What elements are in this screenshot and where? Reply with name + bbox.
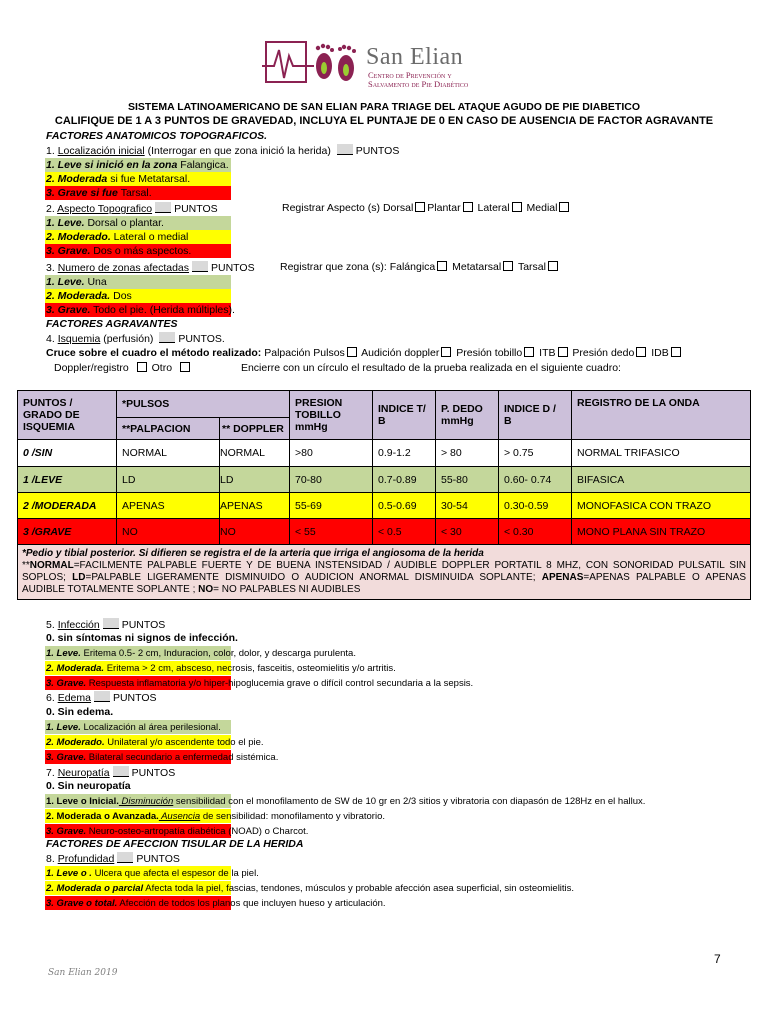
header-pulsos: *PULSOS bbox=[117, 391, 290, 418]
cell-presion: 70-80 bbox=[290, 467, 373, 493]
cell-palpacion: APENAS bbox=[117, 493, 220, 519]
cell-palpacion: LD bbox=[117, 467, 220, 493]
q5-option-1 bbox=[46, 647, 356, 660]
q3-register bbox=[280, 261, 560, 274]
q1-option-1 bbox=[46, 159, 229, 172]
cell-indice-db: 0.30-0.59 bbox=[499, 493, 572, 519]
q2-register-label: Registrar Aspecto (s) Dorsal bbox=[282, 202, 414, 214]
q3-option-1 bbox=[46, 276, 107, 289]
method-itb-label: ITB bbox=[539, 347, 556, 359]
q2-heading bbox=[46, 202, 218, 216]
q6-option-1 bbox=[46, 721, 221, 734]
q1-number: 1. bbox=[46, 145, 58, 157]
q2-option-1-text: Dorsal o plantar. bbox=[84, 217, 164, 229]
q6-option-1-text: Localización al área perilesional. bbox=[80, 722, 221, 733]
section-anatomicos: FACTORES ANATOMICOS TOPOGRAFICOS. bbox=[46, 130, 268, 142]
q3-option-3 bbox=[46, 304, 235, 317]
q6-option-0: 0. Sin edema. bbox=[46, 706, 114, 718]
q7-option-3 bbox=[46, 825, 308, 838]
q3-option-2-text: Dos bbox=[110, 290, 132, 302]
cell-indice-tb: 0.7-0.89 bbox=[373, 467, 436, 493]
q2-medial-label: Medial bbox=[526, 202, 558, 214]
q6-points-label: PUNTOS bbox=[112, 692, 157, 704]
q7-number: 7. bbox=[46, 767, 58, 779]
q7-option-0: 0. Sin neuropatía bbox=[46, 780, 131, 792]
q3-number: 3. bbox=[46, 262, 58, 274]
q8-option-3 bbox=[46, 897, 386, 910]
q8-points-blank[interactable] bbox=[117, 852, 133, 863]
q8-number: 8. bbox=[46, 853, 58, 865]
table-note-2c: =FACILMENTE PALPABLE FUERTE Y DE BUENA INSTENSIDAD / AUDIBLE DOPPLER PORTATIL 8 MHZ, CON SONORIDAD PULSATIL SIN SOPLOS; bbox=[22, 560, 746, 583]
cell-doppler: LD bbox=[220, 467, 290, 493]
q5-option-3-label: 3. Grave. bbox=[46, 678, 87, 689]
q7-option-2-text: de sensibilidad: monofilamento y vibratorio. bbox=[200, 811, 386, 822]
cell-dedo: < 30 bbox=[436, 519, 499, 545]
table-row bbox=[18, 493, 751, 519]
cell-indice-tb: 0.9-1.2 bbox=[373, 440, 436, 467]
q5-option-0: 0. sin síntomas ni signos de infección. bbox=[46, 632, 238, 644]
table-note-2g: =APENAS PALPABLE O APENAS AUDIBLE TOTALMENTE SOPLANTE ; bbox=[22, 572, 746, 595]
q1-option-3-label: 3. Grave si fue bbox=[46, 187, 121, 199]
method-doppler-registro-label: Doppler/registro bbox=[54, 362, 129, 374]
checkbox-presion-tobillo[interactable] bbox=[524, 347, 534, 357]
q8-label: Profundidad bbox=[57, 853, 115, 865]
cell-dedo: 55-80 bbox=[436, 467, 499, 493]
ekg-footprints-icon bbox=[262, 38, 360, 86]
checkbox-itb[interactable] bbox=[558, 347, 568, 357]
table-row bbox=[18, 440, 751, 467]
q6-option-1-label: 1. Leve. bbox=[46, 722, 81, 733]
q3-points-label: PUNTOS bbox=[211, 262, 255, 274]
q8-option-1-text: Ulcera que afecta el espesor de la piel. bbox=[91, 868, 259, 879]
cell-grado: 2 /MODERADA bbox=[18, 493, 117, 519]
cell-indice-tb: 0.5-0.69 bbox=[373, 493, 436, 519]
q2-points-blank[interactable] bbox=[155, 202, 171, 213]
q7-option-1-emph: Disminución bbox=[118, 796, 174, 807]
q1-option-1-label: 1. Leve si inició en la zona bbox=[46, 159, 181, 171]
q7-option-3-label: 3. Grave. bbox=[46, 826, 87, 837]
header-dedo: P. DEDO mmHg bbox=[436, 391, 499, 440]
method-idb-label: IDB bbox=[651, 347, 669, 359]
q3-heading bbox=[46, 261, 255, 275]
q2-number: 2. bbox=[46, 203, 58, 215]
q7-option-1 bbox=[46, 795, 645, 808]
q6-option-2-label: 2. Moderado. bbox=[46, 737, 105, 748]
q4-heading bbox=[46, 332, 225, 346]
table-row bbox=[18, 519, 751, 545]
logo-name: San Elian bbox=[366, 44, 464, 70]
q2-points-label: PUNTOS bbox=[174, 203, 218, 215]
q6-number: 6. bbox=[46, 692, 58, 704]
q7-points-blank[interactable] bbox=[113, 766, 129, 777]
table-note-2b: NORMAL bbox=[29, 560, 74, 571]
checkbox-dorsal[interactable] bbox=[415, 202, 425, 212]
q7-option-2-label: 2. Moderada o Avanzada. bbox=[46, 811, 159, 822]
table-note-2h: NO bbox=[198, 584, 214, 595]
q3-option-3-label: 3. Grave. bbox=[46, 304, 91, 316]
cell-indice-db: < 0.30 bbox=[499, 519, 572, 545]
table-note-2a: ** bbox=[22, 560, 30, 571]
checkbox-presion-dedo[interactable] bbox=[636, 347, 646, 357]
table-notes-row bbox=[18, 545, 751, 600]
q7-option-2-emph: Ausencia bbox=[158, 811, 201, 822]
section-agravantes: FACTORES AGRAVANTES bbox=[46, 318, 178, 330]
cell-dedo: 30-54 bbox=[436, 493, 499, 519]
header-indice-tb: INDICE T/ B bbox=[373, 391, 436, 440]
q4-encierre-text: Encierre con un círculo el resultado de la prueba realizada en el siguiente cuadro: bbox=[240, 362, 621, 374]
q1-heading bbox=[46, 144, 399, 158]
table-note-2d: LD bbox=[72, 572, 86, 583]
q1-note: (Interrogar en que zona inició la herida) bbox=[144, 145, 334, 157]
table-notes bbox=[18, 545, 751, 600]
header-presion: PRESION TOBILLO mmHg bbox=[290, 391, 373, 440]
q5-points-label: PUNTOS bbox=[121, 619, 166, 631]
q4-number: 4. bbox=[46, 333, 58, 345]
cell-palpacion: NORMAL bbox=[117, 440, 220, 467]
q5-label: Infección bbox=[57, 619, 100, 631]
table-note-1: *Pedio y tibial posterior. Si difieren se registra el de la arteria que irriga el angiosoma de la herida bbox=[22, 548, 484, 559]
q2-option-3-text: Dos o más aspectos. bbox=[90, 245, 192, 257]
q5-option-1-text: Eritema 0.5- 2 cm, Induracion, color, dolor, y descarga purulenta. bbox=[80, 648, 356, 659]
q3-register-label: Registrar que zona (s): Falángica bbox=[280, 261, 436, 273]
q6-option-3-label: 3. Grave. bbox=[46, 752, 87, 763]
q3-option-3-text: Todo el pie. (Herida múltiples). bbox=[90, 304, 235, 316]
q3-metatarsal-label: Metatarsal bbox=[452, 261, 502, 273]
cell-doppler: NORMAL bbox=[220, 440, 290, 467]
logo-sub2: Salvamento de Pie Diabético bbox=[368, 79, 469, 89]
section-tisular: FACTORES DE AFECCION TISULAR DE LA HERIDA bbox=[46, 838, 304, 850]
header-indice-db: INDICE D / B bbox=[499, 391, 572, 440]
ischemia-table bbox=[17, 390, 751, 600]
q2-option-2-text: Lateral o medial bbox=[110, 231, 189, 243]
cell-onda: MONOFASICA CON TRAZO bbox=[572, 493, 751, 519]
q6-points-blank[interactable] bbox=[94, 691, 110, 702]
q4-methods-2 bbox=[54, 362, 621, 375]
method-palpacion-label: Palpación Pulsos bbox=[261, 347, 345, 359]
logo bbox=[262, 38, 512, 88]
cell-dedo: > 80 bbox=[436, 440, 499, 467]
checkbox-audicion[interactable] bbox=[441, 347, 451, 357]
cell-doppler: NO bbox=[220, 519, 290, 545]
q8-option-3-text: Afección de todos los planos que incluyen hueso y articulación. bbox=[117, 898, 386, 909]
table-note-2e: =PALPABLE LIGERAMENTE DISMINUIDO O AUDICION ANORMAL DISMINUIDA SOPLANTE; bbox=[85, 572, 542, 583]
table-note-2f: APENAS bbox=[541, 572, 584, 583]
page-number: 7 bbox=[714, 952, 721, 966]
checkbox-tarsal[interactable] bbox=[548, 261, 558, 271]
q6-heading bbox=[46, 691, 157, 705]
q8-option-1 bbox=[46, 867, 259, 880]
q8-heading bbox=[46, 852, 180, 866]
cell-grado: 3 /GRAVE bbox=[18, 519, 117, 545]
q2-option-1 bbox=[46, 217, 164, 230]
cell-grado: 1 /LEVE bbox=[18, 467, 117, 493]
q1-option-2 bbox=[46, 173, 190, 186]
q2-label: Aspecto Topografico bbox=[57, 203, 153, 215]
q5-option-2-label: 2. Moderada. bbox=[46, 663, 105, 674]
q7-points-label: PUNTOS bbox=[131, 767, 176, 779]
q5-option-3 bbox=[46, 677, 473, 690]
q4-methods bbox=[46, 347, 683, 360]
header-onda: REGISTRO DE LA ONDA bbox=[572, 391, 751, 440]
q7-option-1-label: 1. Leve o Inicial. bbox=[46, 796, 119, 807]
q7-option-1-text: sensibilidad con el monofilamento de SW de 10 gr en 2/3 sitios y vibratoria con diapasón de 128Hz en el hallux. bbox=[173, 796, 646, 807]
q1-option-2-label: 2. Moderada bbox=[46, 173, 111, 185]
q3-tarsal-label: Tarsal bbox=[517, 261, 546, 273]
q8-option-1-label: 1. Leve o . bbox=[46, 868, 92, 879]
checkbox-metatarsal[interactable] bbox=[503, 261, 513, 271]
q2-lateral-label: Lateral bbox=[477, 202, 510, 214]
q2-plantar-label: Plantar bbox=[427, 202, 461, 214]
cell-presion: >80 bbox=[290, 440, 373, 467]
q3-points-blank[interactable] bbox=[192, 261, 208, 272]
q7-option-2 bbox=[46, 810, 385, 823]
q4-label: Isquemia bbox=[57, 333, 101, 345]
q3-option-2-label: 2. Moderada. bbox=[46, 290, 111, 302]
q3-option-2 bbox=[46, 290, 132, 303]
cell-palpacion: NO bbox=[117, 519, 220, 545]
q3-option-1-text: Una bbox=[84, 276, 107, 288]
q7-option-3-text: Neuro-osteo-artropatía diabética (NOAD) o Charcot. bbox=[86, 826, 309, 837]
q3-option-1-label: 1. Leve. bbox=[46, 276, 85, 288]
q5-points-blank[interactable] bbox=[103, 618, 119, 629]
cell-onda: MONO PLANA SIN TRAZO bbox=[572, 519, 751, 545]
q4-points-blank[interactable] bbox=[159, 332, 175, 343]
q5-option-3-text: Respuesta inflamatoria y/o hiper-hipoglucemia grave o difícil control secundaria a la sepsis. bbox=[86, 678, 474, 689]
checkbox-palpacion[interactable] bbox=[347, 347, 357, 357]
q8-points-label: PUNTOS bbox=[136, 853, 180, 865]
title-line-2: CALIFIQUE DE 1 A 3 PUNTOS DE GRAVEDAD, INCLUYA EL PUNTAJE DE 0 EN CASO DE AUSENCIA DE FACTOR AGRAVANTE bbox=[54, 115, 714, 127]
q5-option-2 bbox=[46, 662, 396, 675]
q8-option-2 bbox=[46, 882, 574, 895]
header-palpacion: **PALPACION bbox=[117, 418, 220, 440]
cell-indice-db: > 0.75 bbox=[499, 440, 572, 467]
q5-heading bbox=[46, 618, 165, 632]
cell-indice-tb: < 0.5 bbox=[373, 519, 436, 545]
q2-register bbox=[282, 202, 571, 215]
q5-number: 5. bbox=[46, 619, 58, 631]
q2-option-2-label: 2. Moderado. bbox=[46, 231, 111, 243]
q1-option-3 bbox=[46, 187, 152, 200]
method-otro-label: Otro bbox=[151, 362, 173, 374]
checkbox-plantar[interactable] bbox=[463, 202, 473, 212]
cell-indice-db: 0.60- 0.74 bbox=[499, 467, 572, 493]
q1-points-blank[interactable] bbox=[337, 144, 353, 155]
title-line-1: SISTEMA LATINOAMERICANO DE SAN ELIAN PARA TRIAGE DEL ATAQUE AGUDO DE PIE DIABETICO bbox=[128, 101, 640, 113]
table-note-2i: = NO PALPABLES NI AUDIBLES bbox=[213, 584, 361, 595]
checkbox-medial[interactable] bbox=[559, 202, 569, 212]
table-row bbox=[18, 467, 751, 493]
table-note-2 bbox=[22, 560, 746, 596]
q7-label: Neuropatía bbox=[57, 767, 110, 779]
q1-option-1-text: Falangica. bbox=[180, 159, 229, 171]
q1-option-3-text: Tarsal. bbox=[120, 187, 152, 199]
method-audicion-label: Audición doppler bbox=[361, 347, 440, 359]
method-presion-dedo-label: Presión dedo bbox=[572, 347, 635, 359]
q3-label: Numero de zonas afectadas bbox=[57, 262, 190, 274]
checkbox-doppler-registro[interactable] bbox=[137, 362, 147, 372]
q5-option-1-label: 1. Leve. bbox=[46, 648, 81, 659]
q2-option-3 bbox=[46, 245, 191, 258]
method-presion-tobillo-label: Presión tobillo bbox=[456, 347, 523, 359]
table-header-row bbox=[18, 391, 751, 418]
header-grado: PUNTOS / GRADO DE ISQUEMIA bbox=[18, 391, 117, 440]
cell-presion: < 55 bbox=[290, 519, 373, 545]
q6-option-3 bbox=[46, 751, 278, 764]
q8-option-2-text: Afecta toda la piel, fascias, tendones, músculos y probable afección asea superficial, sin osteomielitis. bbox=[143, 883, 575, 894]
q8-option-2-label: 2. Moderada o parcial bbox=[46, 883, 144, 894]
checkbox-falangica[interactable] bbox=[437, 261, 447, 271]
q2-option-3-label: 3. Grave. bbox=[46, 245, 91, 257]
q1-label: Localización inicial bbox=[57, 145, 145, 157]
cell-onda: NORMAL TRIFASICO bbox=[572, 440, 751, 467]
header-doppler: ** DOPPLER bbox=[220, 418, 290, 440]
q6-label: Edema bbox=[57, 692, 91, 704]
q4-cruce-label: Cruce sobre el cuadro el método realizado: bbox=[46, 347, 262, 359]
checkbox-otro[interactable] bbox=[180, 362, 190, 372]
q2-option-2 bbox=[46, 231, 188, 244]
q1-points-label: PUNTOS bbox=[355, 145, 400, 157]
logo-sub1: Centro de Prevención y bbox=[368, 70, 452, 80]
checkbox-idb[interactable] bbox=[671, 347, 681, 357]
q6-option-2 bbox=[46, 736, 264, 749]
q5-option-2-text: Eritema > 2 cm, absceso, necrosis, fasceitis, osteomielitis y/o artritis. bbox=[104, 663, 396, 674]
q8-option-3-label: 3. Grave o total. bbox=[46, 898, 118, 909]
q4-points-label: PUNTOS. bbox=[178, 333, 225, 345]
cell-grado: 0 /SIN bbox=[18, 440, 117, 467]
checkbox-lateral[interactable] bbox=[512, 202, 522, 212]
cell-doppler: APENAS bbox=[220, 493, 290, 519]
q2-option-1-label: 1. Leve. bbox=[46, 217, 85, 229]
cell-onda: BIFASICA bbox=[572, 467, 751, 493]
q4-paren: (perfusión) bbox=[100, 333, 157, 345]
q6-option-3-text: Bilateral secundario a enfermedad sistémica. bbox=[86, 752, 279, 763]
q1-option-2-text: si fue Metatarsal. bbox=[110, 173, 191, 185]
q7-heading bbox=[46, 766, 175, 780]
footer-text: San Elian 2019 bbox=[48, 968, 118, 978]
cell-presion: 55-69 bbox=[290, 493, 373, 519]
q6-option-2-text: Unilateral y/o ascendente todo el pie. bbox=[104, 737, 264, 748]
